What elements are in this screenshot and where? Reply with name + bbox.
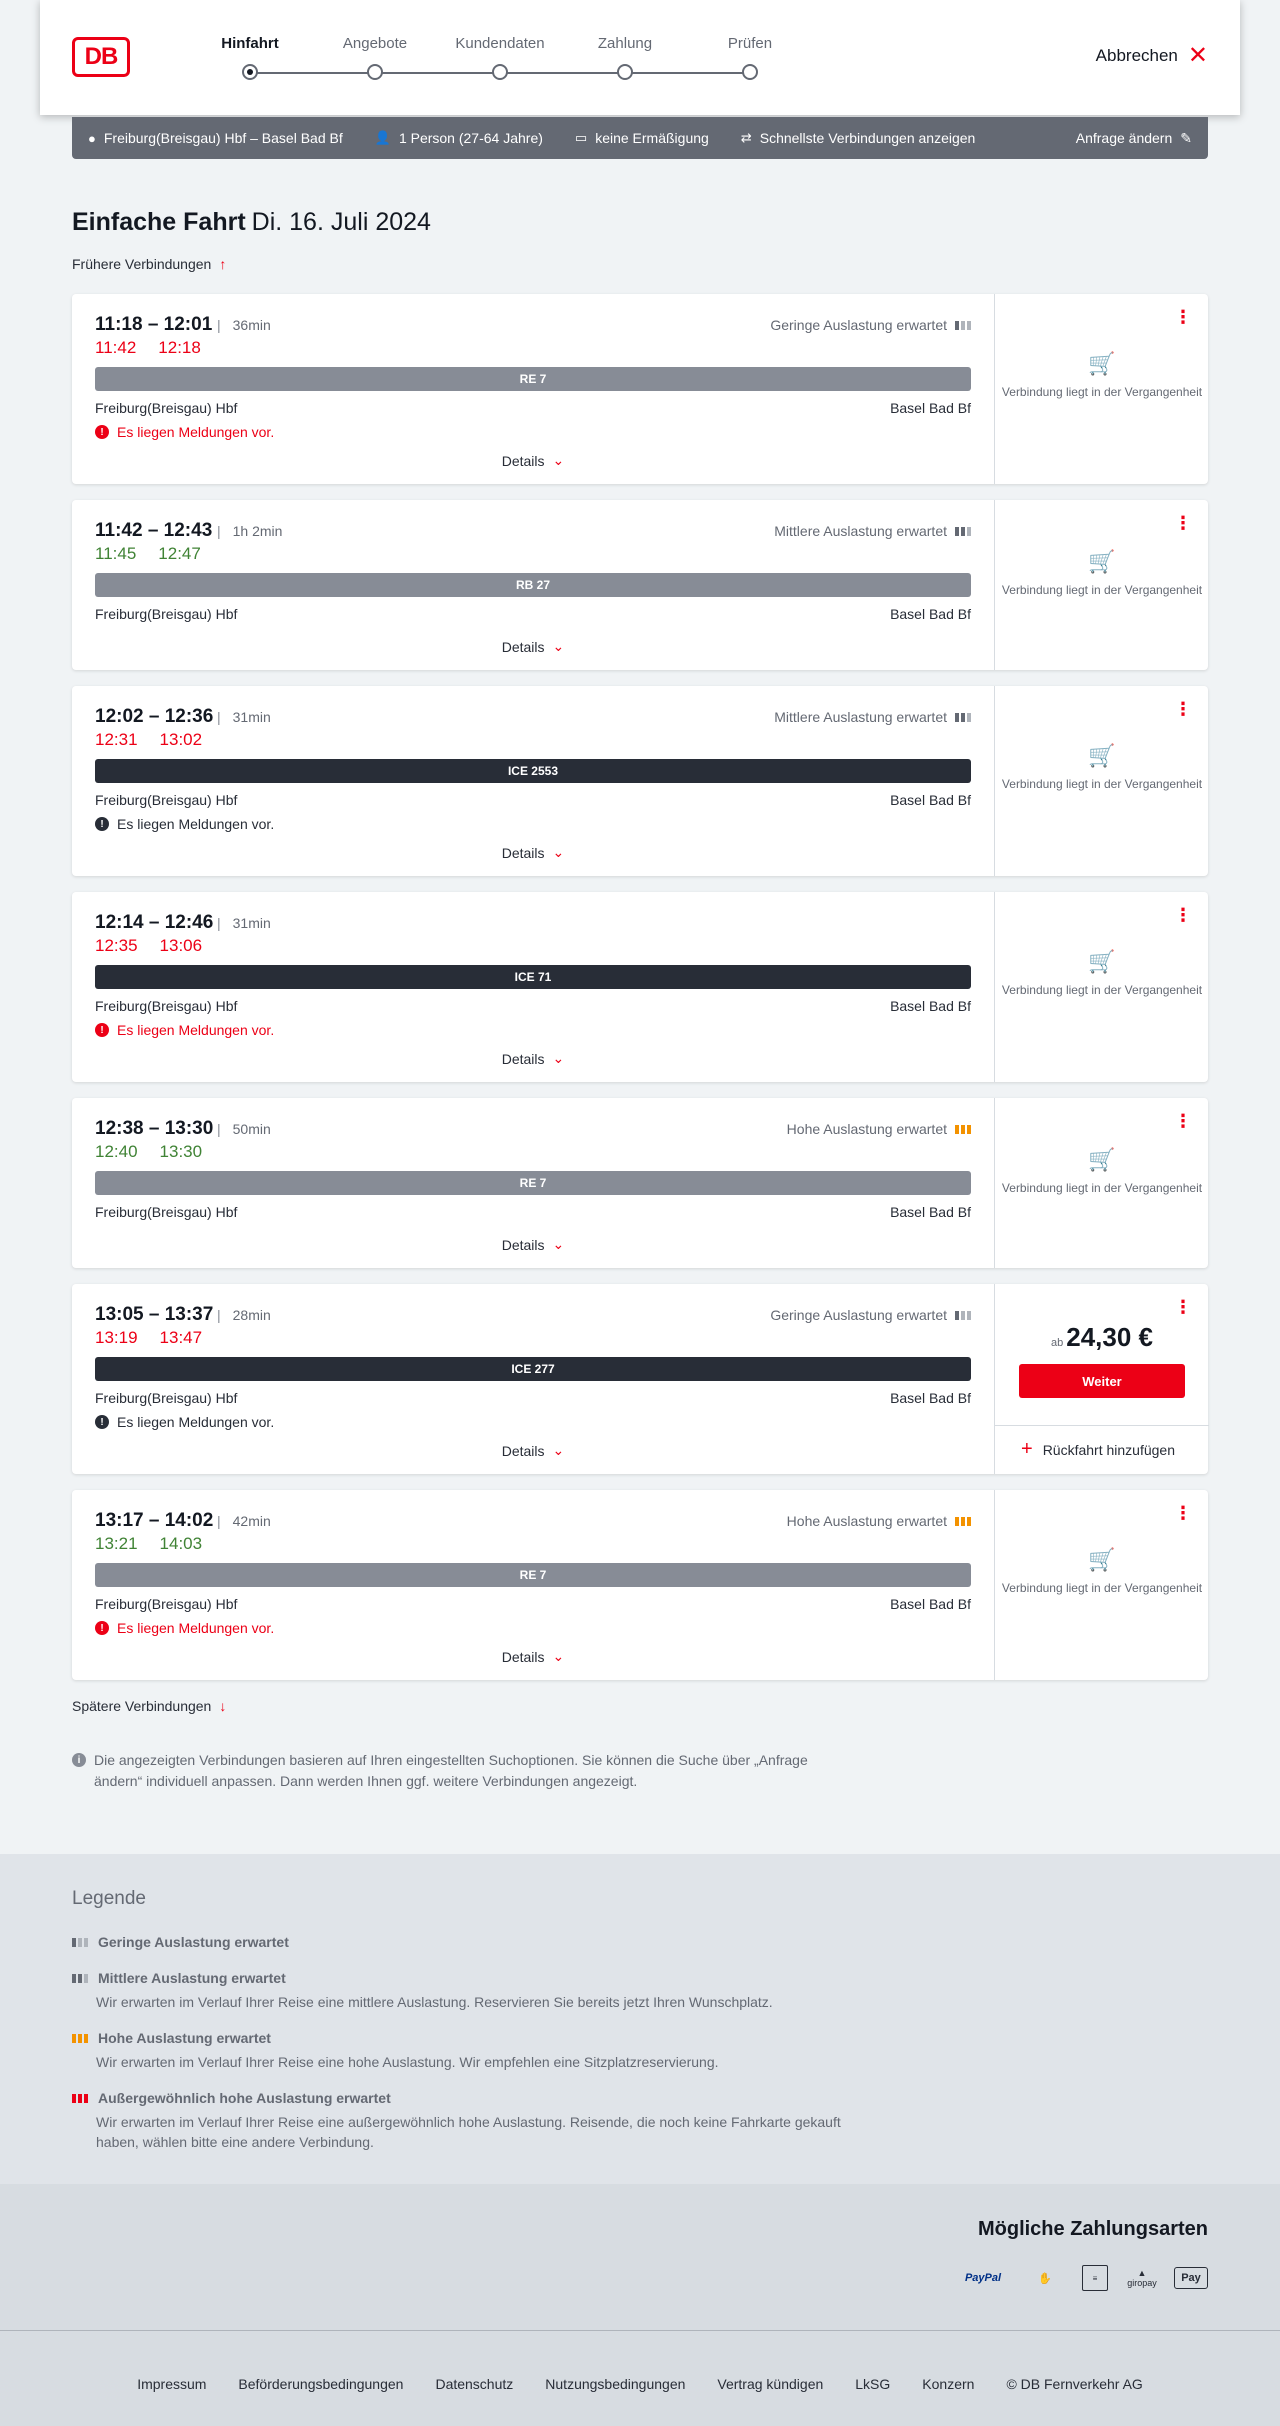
- details-label: Details: [501, 452, 545, 469]
- past-notice: [995, 351, 1209, 400]
- chevron-down-icon: ⌄: [552, 452, 565, 468]
- train-bar[interactable]: RE 7: [95, 367, 971, 391]
- step-zahlung: [565, 0, 685, 52]
- persons-summary: [375, 130, 543, 146]
- footer-link-datenschutz[interactable]: Datenschutz: [435, 2376, 514, 2392]
- legend-item-title: Geringe Auslastung erwartet: [98, 1934, 289, 1950]
- earlier-label: Frühere Verbindungen: [72, 256, 212, 272]
- chevron-down-icon: ⌄: [552, 638, 565, 654]
- discount-summary: [575, 130, 709, 146]
- cart-unavailable-icon: 🛒: [1088, 351, 1116, 376]
- cart-unavailable-icon: 🛒: [1088, 549, 1116, 574]
- details-toggle[interactable]: [72, 1050, 994, 1067]
- footer-link-lksg[interactable]: LkSG: [855, 2376, 891, 2392]
- schedule-times: 12:38 – 13:30: [95, 1118, 214, 1139]
- earlier-connections-link[interactable]: [72, 256, 226, 272]
- details-toggle[interactable]: [72, 1648, 994, 1665]
- connection-card[interactable]: [72, 1098, 1208, 1268]
- occupancy-label: Mittlere Auslastung erwartet: [774, 709, 947, 725]
- step-pruefen: [690, 0, 810, 52]
- occupancy-low-icon: [955, 1311, 971, 1320]
- booking-header: [40, 0, 1240, 115]
- step-label: Zahlung: [597, 35, 653, 52]
- close-icon: ✕: [1187, 42, 1208, 69]
- train-bar[interactable]: RE 7: [95, 1563, 971, 1587]
- notice[interactable]: [95, 1022, 274, 1038]
- progress-stepper: [210, 0, 773, 115]
- step-angebote: [315, 0, 435, 52]
- train-bar[interactable]: ICE 2553: [95, 759, 971, 783]
- details-toggle[interactable]: [72, 844, 994, 861]
- realtime-departure: 12:40: [95, 1142, 138, 1161]
- giropay-mark-icon: ▲: [1137, 2268, 1147, 2278]
- offer-panel: [994, 892, 1208, 1082]
- legend-title: Legende: [72, 1888, 146, 1909]
- step-hinfahrt: [190, 0, 310, 52]
- destination-station: Basel Bad Bf: [890, 998, 971, 1014]
- later-label: Spätere Verbindungen: [72, 1698, 212, 1714]
- realtime-arrival: 13:02: [159, 730, 203, 749]
- details-label: Details: [501, 1236, 545, 1253]
- info-icon: i: [72, 1753, 86, 1767]
- step-dot: [492, 64, 508, 80]
- legend-item: [72, 1970, 856, 2012]
- payment-methods-section: [0, 2184, 1280, 2330]
- occupancy: [774, 709, 971, 725]
- notice[interactable]: [95, 1414, 274, 1430]
- details-label: Details: [501, 1442, 545, 1459]
- duration: | 31min: [217, 915, 271, 931]
- offer-panel: [994, 1490, 1208, 1680]
- footer-link-kuendigen[interactable]: Vertrag kündigen: [717, 2376, 824, 2392]
- trip-type: Einfache Fahrt: [72, 208, 246, 236]
- change-label: Anfrage ändern: [1075, 130, 1173, 146]
- schedule-times: 12:02 – 12:36: [95, 706, 214, 727]
- step-label: Hinfahrt: [221, 35, 279, 52]
- past-notice: [995, 1547, 1209, 1596]
- legend-item: [72, 1934, 289, 1950]
- origin-station: Freiburg(Breisgau) Hbf: [95, 1204, 238, 1220]
- footer-link-nutzung[interactable]: Nutzungsbedingungen: [545, 2376, 686, 2392]
- destination-station: Basel Bad Bf: [890, 1204, 971, 1220]
- past-text: Verbindung liegt in der Vergangenheit: [1001, 583, 1203, 597]
- occupancy: [774, 523, 971, 539]
- realtime-times: [95, 1142, 202, 1162]
- occupancy: [770, 1307, 971, 1323]
- connection-main: [72, 1098, 994, 1268]
- past-text: Verbindung liegt in der Vergangenheit: [1001, 777, 1203, 791]
- occupancy: [787, 1513, 971, 1529]
- origin-station: Freiburg(Breisgau) Hbf: [95, 1596, 238, 1612]
- train-bar[interactable]: ICE 277: [95, 1357, 971, 1381]
- cart-unavailable-icon: 🛒: [1088, 1547, 1116, 1572]
- connection-main: [72, 1490, 994, 1680]
- price-prefix: ab: [1051, 1337, 1064, 1349]
- add-return-label: Rückfahrt hinzufügen: [1042, 1441, 1175, 1458]
- destination-station: Basel Bad Bf: [890, 792, 971, 808]
- legend-item: [72, 2030, 856, 2072]
- chevron-down-icon: ⌄: [552, 844, 565, 860]
- destination-station: Basel Bad Bf: [890, 1390, 971, 1406]
- occupancy-label: Hohe Auslastung erwartet: [786, 1513, 947, 1529]
- schedule-times: 12:14 – 12:46: [95, 912, 214, 933]
- realtime-departure: 12:31: [95, 730, 138, 749]
- cart-unavailable-icon: 🛒: [1088, 743, 1116, 768]
- more-options-icon[interactable]: ⋮: [1174, 699, 1192, 719]
- step-dot: [617, 64, 633, 80]
- giropay-logo: [1124, 2265, 1160, 2291]
- legend-item-desc: Wir erwarten im Verlauf Ihrer Reise eine außergewöhnlich hohe Auslastung. Reisende, die noch keine Fahrkarte gekauft haben, wählen bitte eine andere Verbindung.: [96, 2114, 841, 2150]
- occupancy-label: Geringe Auslastung erwartet: [770, 317, 947, 333]
- offer-panel: [994, 500, 1208, 670]
- details-toggle[interactable]: [72, 638, 994, 655]
- search-summary-bar: [72, 117, 1208, 159]
- past-text: Verbindung liegt in der Vergangenheit: [1001, 1181, 1203, 1195]
- duration: | 42min: [217, 1513, 271, 1529]
- step-dot: [742, 64, 758, 80]
- past-notice: [995, 549, 1209, 598]
- more-options-icon[interactable]: ⋮: [1174, 307, 1192, 327]
- occupancy-low-icon: [72, 1938, 88, 1947]
- notice-text: Es liegen Meldungen vor.: [117, 1620, 275, 1636]
- past-text: Verbindung liegt in der Vergangenheit: [1001, 1581, 1203, 1595]
- alert-icon: !: [95, 1415, 109, 1429]
- continue-button[interactable]: Weiter: [1019, 1364, 1185, 1398]
- payment-title: Mögliche Zahlungsarten: [977, 2218, 1208, 2240]
- sepa-hand-icon: ✋: [1038, 2272, 1052, 2285]
- past-notice: [995, 1147, 1209, 1196]
- occupancy-high-icon: [72, 2034, 88, 2043]
- footer-link-impressum[interactable]: Impressum: [137, 2376, 207, 2392]
- page-title: [72, 208, 431, 237]
- occupancy: [787, 1121, 971, 1137]
- alert-icon: !: [95, 817, 109, 831]
- details-toggle[interactable]: [72, 1442, 994, 1459]
- duration: | 31min: [217, 709, 271, 725]
- details-toggle[interactable]: [72, 1236, 994, 1253]
- legend-item-desc: Wir erwarten im Verlauf Ihrer Reise eine mittlere Auslastung. Reservieren Sie bereits jetzt Ihren Wunschplatz.: [96, 1994, 773, 2010]
- footer-link-befoerderung[interactable]: Beförderungsbedingungen: [238, 2376, 404, 2392]
- realtime-times: [95, 1534, 202, 1554]
- notice-text: Es liegen Meldungen vor.: [117, 1022, 275, 1038]
- offer-panel: [994, 294, 1208, 484]
- add-return-button[interactable]: [995, 1425, 1209, 1473]
- trip-date: Di. 16. Juli 2024: [251, 208, 431, 236]
- realtime-departure: 11:42: [95, 338, 137, 357]
- alert-icon: !: [95, 1621, 109, 1635]
- alert-icon: !: [95, 1023, 109, 1037]
- step-label: Kundendaten: [455, 35, 545, 52]
- occupancy-label: Geringe Auslastung erwartet: [770, 1307, 947, 1323]
- occupancy-exceptional-icon: [72, 2094, 88, 2103]
- change-request-button[interactable]: [1076, 130, 1192, 147]
- fastest-text: Schnellste Verbindungen anzeigen: [759, 130, 976, 146]
- schedule-times: 11:18 – 12:01: [95, 314, 213, 335]
- duration: | 1h 2min: [217, 523, 282, 539]
- occupancy-medium-icon: [72, 1974, 88, 1983]
- paypal-logo: PayPal: [964, 2272, 1002, 2284]
- chevron-down-icon: ⌄: [552, 1442, 565, 1458]
- connection-card[interactable]: [72, 892, 1208, 1082]
- notice[interactable]: [95, 816, 274, 832]
- realtime-times: [95, 544, 201, 564]
- schedule-times: 11:42 – 12:43: [95, 520, 213, 541]
- realtime-times: [95, 338, 201, 358]
- notice[interactable]: [95, 424, 274, 440]
- train-bar[interactable]: RB 27: [95, 573, 971, 597]
- legend-item-title: Hohe Auslastung erwartet: [98, 2030, 271, 2046]
- persons-text: 1 Person (27-64 Jahre): [398, 130, 543, 146]
- origin-station: Freiburg(Breisgau) Hbf: [95, 998, 238, 1014]
- legend-item-title: Mittlere Auslastung erwartet: [98, 1970, 286, 1986]
- more-options-icon[interactable]: ⋮: [1174, 1297, 1192, 1317]
- search-info-note: [72, 1750, 852, 1792]
- cancel-label: Abbrechen: [1095, 46, 1178, 65]
- info-text: Die angezeigten Verbindungen basieren auf Ihren eingestellten Suchoptionen. Sie können die Suche über „Anfrage ändern“ individuell anpassen. Dann werden Ihnen ggf. weitere Verbindungen angezeigt.: [94, 1752, 808, 1789]
- step-dot: [242, 64, 258, 80]
- legend-section: [0, 1854, 1280, 2184]
- duration: | 50min: [217, 1121, 271, 1137]
- person-icon: 👤: [374, 130, 391, 145]
- connection-card[interactable]: [72, 294, 1208, 484]
- connection-card[interactable]: [72, 1284, 1208, 1474]
- past-notice: [995, 743, 1209, 792]
- more-options-icon[interactable]: ⋮: [1174, 1111, 1192, 1131]
- step-label: Prüfen: [727, 35, 773, 52]
- connection-card[interactable]: [72, 686, 1208, 876]
- origin-station: Freiburg(Breisgau) Hbf: [95, 1390, 238, 1406]
- chevron-down-icon: ⌄: [552, 1236, 565, 1252]
- origin-station: Freiburg(Breisgau) Hbf: [95, 606, 238, 622]
- realtime-departure: 13:21: [95, 1534, 138, 1553]
- fastest-summary: [741, 130, 976, 146]
- swap-icon: ⇄: [740, 130, 752, 145]
- footer-link-konzern[interactable]: Konzern: [922, 2376, 975, 2392]
- realtime-times: [95, 730, 202, 750]
- schedule-times: 13:17 – 14:02: [95, 1510, 214, 1531]
- legend-item-title: Außergewöhnlich hohe Auslastung erwartet: [98, 2090, 391, 2106]
- card-icon: ▭: [574, 130, 588, 145]
- chevron-down-icon: ⌄: [552, 1648, 565, 1664]
- connection-main: [72, 500, 994, 670]
- db-logo[interactable]: DB: [72, 37, 130, 77]
- offer-panel: [994, 1098, 1208, 1268]
- notice-text: Es liegen Meldungen vor.: [117, 816, 275, 832]
- footer-links: [0, 2376, 1280, 2392]
- train-bar[interactable]: RE 7: [95, 1171, 971, 1195]
- more-options-icon[interactable]: ⋮: [1174, 1503, 1192, 1523]
- occupancy-low-icon: [955, 321, 971, 330]
- offer-panel: [994, 686, 1208, 876]
- past-text: Verbindung liegt in der Vergangenheit: [1001, 983, 1203, 997]
- connection-card[interactable]: [72, 1490, 1208, 1680]
- discount-text: keine Ermäßigung: [595, 130, 709, 146]
- train-bar[interactable]: ICE 71: [95, 965, 971, 989]
- footer: [0, 2330, 1280, 2426]
- cart-unavailable-icon: 🛒: [1088, 949, 1116, 974]
- notice[interactable]: [95, 1620, 274, 1636]
- schedule-times: 13:05 – 13:37: [95, 1304, 214, 1325]
- realtime-departure: 11:45: [95, 544, 137, 563]
- realtime-times: [95, 936, 202, 956]
- occupancy-label: Mittlere Auslastung erwartet: [774, 523, 947, 539]
- pencil-icon: ✎: [1180, 129, 1192, 146]
- realtime-arrival: 13:06: [159, 936, 203, 955]
- occupancy-label: Hohe Auslastung erwartet: [786, 1121, 947, 1137]
- more-options-icon[interactable]: ⋮: [1174, 513, 1192, 533]
- legend-item: [72, 2090, 856, 2152]
- apple-pay-label: Pay: [1181, 2272, 1201, 2284]
- notice-text: Es liegen Meldungen vor.: [117, 424, 275, 440]
- route-text: Freiburg(Breisgau) Hbf – Basel Bad Bf: [103, 130, 343, 146]
- realtime-arrival: 12:18: [158, 338, 201, 357]
- price-value: 24,30 €: [1066, 1322, 1153, 1352]
- offer-panel: [994, 1284, 1208, 1474]
- cancel-button[interactable]: [1095, 42, 1208, 69]
- step-kundendaten: [440, 0, 560, 52]
- alert-icon: !: [95, 425, 109, 439]
- arrow-down-icon: ↓: [219, 1698, 227, 1714]
- details-toggle[interactable]: [72, 452, 994, 469]
- past-notice: [995, 949, 1209, 998]
- connection-main: [72, 294, 994, 484]
- details-label: Details: [501, 1648, 545, 1665]
- giropay-label: giropay: [1127, 2278, 1157, 2288]
- connection-main: [72, 686, 994, 876]
- occupancy-high-icon: [955, 1517, 971, 1526]
- occupancy-medium-icon: [955, 527, 971, 536]
- chevron-down-icon: ⌄: [552, 1050, 565, 1066]
- occupancy-high-icon: [955, 1125, 971, 1134]
- more-options-icon[interactable]: ⋮: [1174, 905, 1192, 925]
- destination-station: Basel Bad Bf: [890, 1596, 971, 1612]
- apple-pay-logo: [1174, 2267, 1208, 2289]
- plus-icon: +: [1021, 1438, 1033, 1460]
- duration: | 36min: [217, 317, 271, 333]
- realtime-times: [95, 1328, 202, 1348]
- step-label: Angebote: [342, 35, 408, 52]
- realtime-arrival: 12:47: [158, 544, 201, 563]
- destination-station: Basel Bad Bf: [890, 400, 971, 416]
- realtime-departure: 12:35: [95, 936, 138, 955]
- cart-unavailable-icon: 🛒: [1088, 1147, 1116, 1172]
- details-label: Details: [501, 1050, 545, 1067]
- footer-copyright: © DB Fernverkehr AG: [1006, 2376, 1143, 2392]
- later-connections-link[interactable]: [72, 1698, 226, 1714]
- connection-main: [72, 892, 994, 1082]
- realtime-arrival: 13:47: [159, 1328, 203, 1347]
- legend-item-desc: Wir erwarten im Verlauf Ihrer Reise eine hohe Auslastung. Wir empfehlen eine Sitzplatzreservierung.: [96, 2054, 719, 2070]
- location-pin-icon: ●: [88, 130, 96, 146]
- step-dot: [367, 64, 383, 80]
- connection-main: [72, 1284, 994, 1474]
- past-text: Verbindung liegt in der Vergangenheit: [1001, 385, 1203, 399]
- details-label: Details: [501, 638, 545, 655]
- details-label: Details: [501, 844, 545, 861]
- duration: | 28min: [217, 1307, 271, 1323]
- arrow-up-icon: ↑: [219, 256, 227, 272]
- realtime-departure: 13:19: [95, 1328, 138, 1347]
- realtime-arrival: 13:30: [159, 1142, 203, 1161]
- destination-station: Basel Bad Bf: [890, 606, 971, 622]
- realtime-arrival: 14:03: [159, 1534, 203, 1553]
- sepa-invoice-icon: ≡: [1082, 2265, 1108, 2291]
- notice-text: Es liegen Meldungen vor.: [117, 1414, 275, 1430]
- occupancy: [770, 317, 971, 333]
- origin-station: Freiburg(Breisgau) Hbf: [95, 792, 238, 808]
- route-summary: [88, 130, 343, 146]
- price: [995, 1322, 1209, 1353]
- origin-station: Freiburg(Breisgau) Hbf: [95, 400, 238, 416]
- connection-card[interactable]: [72, 500, 1208, 670]
- occupancy-medium-icon: [955, 713, 971, 722]
